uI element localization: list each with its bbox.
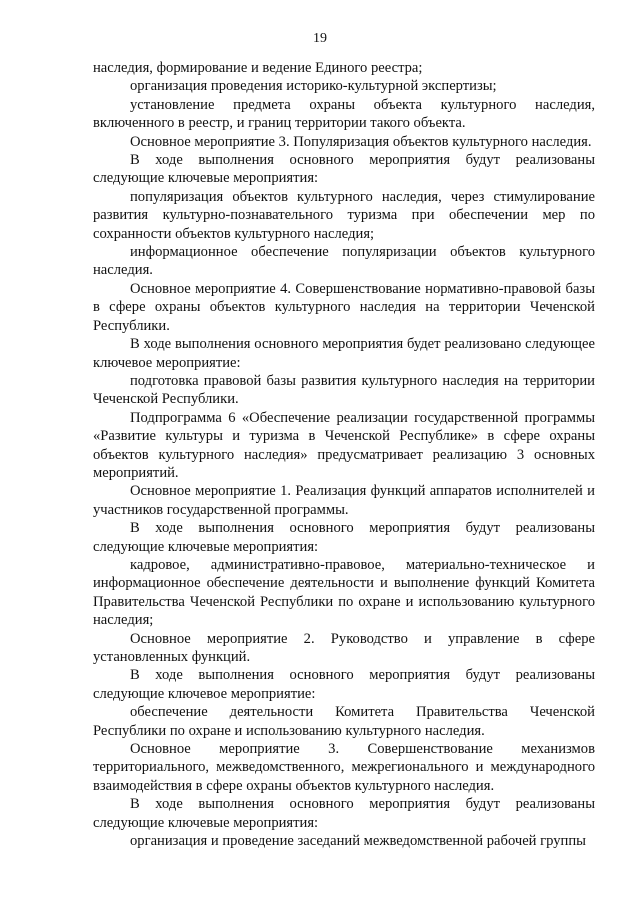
page-number: 19: [313, 31, 327, 46]
paragraph-19: В ходе выполнения основного мероприятия будут реализованы следующие ключевые мероприятия:: [93, 796, 595, 831]
paragraph-2: организация проведения историко-культурной экспертизы;: [130, 78, 497, 95]
document-body: [93, 59, 595, 850]
paragraph-14: кадровое, административно-правовое, материально-техническое и информационное обеспечение деятельности и выполнение функций Комитета Правительства Чеченской Республики по охране и использованию культурного наследия;: [93, 556, 595, 629]
paragraph-1: наследия, формирование и ведение Единого реестра;: [93, 60, 423, 76]
paragraph-12: Основное мероприятие 1. Реализация функций аппаратов исполнителей и участников государственной программы.: [93, 483, 595, 518]
paragraph-20: организация и проведение заседаний межведомственной рабочей группы: [130, 833, 586, 850]
paragraph-11: Подпрограмма 6 «Обеспечение реализации государственной программы «Развитие культуры и туризма в Чеченской Республике» в сфере охраны объектов культурного наследия» предусматривает реализацию 3 основных мероприятий.: [93, 409, 595, 481]
paragraph-18: Основное мероприятие 3. Совершенствование механизмов территориального, межведомственного, межрегионального и международного взаимодействия в сфере охраны объектов культурного наследия.: [93, 741, 595, 794]
paragraph-15: Основное мероприятие 2. Руководство и управление в сфере установленных функций.: [93, 630, 595, 665]
paragraph-8: Основное мероприятие 4. Совершенствование нормативно-правовой базы в сфере охраны объектов культурного наследия на территории Чеченской Республики.: [93, 280, 595, 334]
paragraph-7: информационное обеспечение популяризации объектов культурного наследия.: [93, 244, 595, 279]
paragraph-6: популяризация объектов культурного наследия, через стимулирование развития культурно-познавательного туризма при обеспечении мер по сохранности объектов культурного наследия;: [93, 188, 595, 242]
paragraph-4: Основное мероприятие 3. Популяризация объектов культурного наследия.: [130, 133, 592, 150]
paragraph-13: В ходе выполнения основного мероприятия будут реализованы следующие ключевые мероприятия:: [93, 520, 595, 555]
paragraph-9: В ходе выполнения основного мероприятия будет реализовано следующее ключевое мероприятие:: [93, 336, 595, 371]
paragraph-5: В ходе выполнения основного мероприятия будут реализованы следующие ключевые мероприятия:: [93, 152, 595, 187]
paragraph-16: В ходе выполнения основного мероприятия будут реализованы следующие ключевое мероприятие:: [93, 667, 595, 702]
paragraph-17: обеспечение деятельности Комитета Правительства Чеченской Республики по охране и использованию культурного наследия.: [93, 704, 595, 739]
paragraph-10: подготовка правовой базы развития культурного наследия на территории Чеченской Республики.: [93, 372, 595, 408]
paragraph-3: установление предмета охраны объекта культурного наследия, включенного в реестр, и границ территории такого объекта.: [93, 96, 595, 132]
